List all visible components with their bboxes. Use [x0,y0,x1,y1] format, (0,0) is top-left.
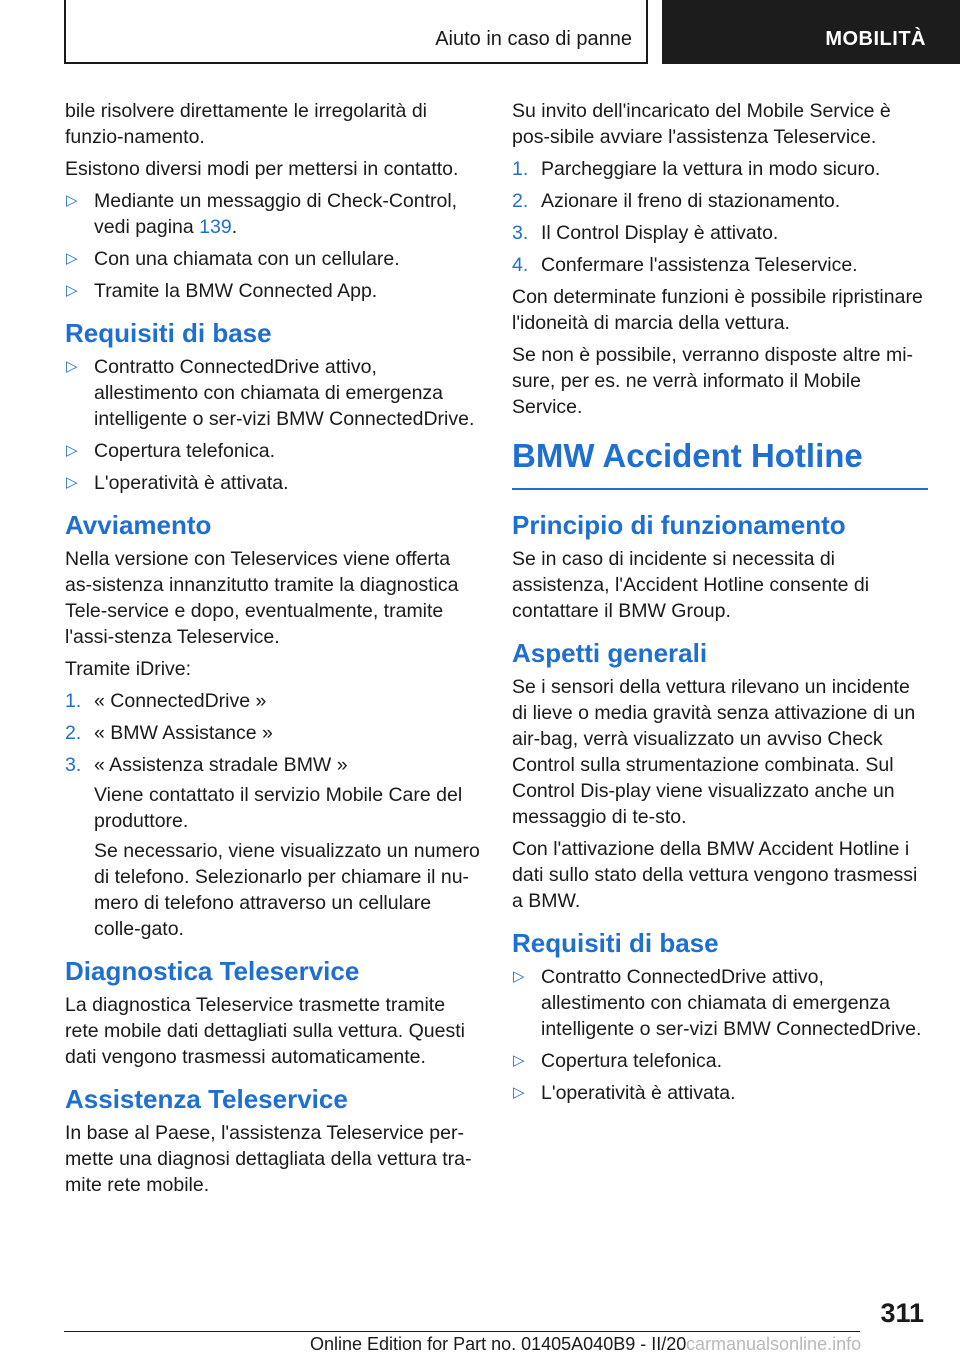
step-item [65,688,481,714]
paragraph: Con determinate funzioni è possibile ripristinare l'idoneità di marcia della vettura. [512,286,923,334]
header-section-box [64,0,648,64]
step-text: Azionare il freno di stazionamento. [541,190,841,212]
requirements-list [65,354,481,496]
step-number: 2. [65,722,82,744]
list-item-text: Contratto ConnectedDrive attivo, allestimento con chiamata di emergenza intelligente o ser-vizi BMW ConnectedDrive. [541,966,922,1040]
paragraph: Se in caso di incidente si necessita di assistenza, l'Accident Hotline consente di contattare il BMW Group. [512,548,870,622]
step-text: « ConnectedDrive » [94,690,267,712]
step-number: 4. [512,254,529,276]
header-chapter-box [662,0,960,64]
triangle-bullet-icon: ▷ [66,358,78,375]
page-header [0,0,960,66]
triangle-bullet-icon: ▷ [513,1052,525,1069]
list-item [65,354,481,432]
page-link[interactable]: 139 [199,216,232,238]
step-text: « Assistenza stradale BMW » [94,754,348,776]
section-heading: Avviamento [65,510,212,540]
step-number: 2. [512,190,529,212]
footer-divider [64,1331,860,1332]
step-text: « BMW Assistance » [94,722,273,744]
triangle-bullet-icon: ▷ [66,442,78,459]
section-heading: Principio di funzionamento [512,510,846,540]
step-number: 1. [512,158,529,180]
step-number: 1. [65,690,82,712]
triangle-bullet-icon: ▷ [66,474,78,491]
step-text: Confermare l'assistenza Teleservice. [541,254,858,276]
paragraph: Se i sensori della vettura rilevano un incidente di lieve o media gravità senza attivazione di un air-bag, verrà visualizzato un avviso Check Control sulla strumentazione combinata. Sul Control Dis-play viene visualizzato anche un messaggio di te-sto. [512,676,916,828]
left-column [65,98,481,1204]
triangle-bullet-icon: ▷ [66,282,78,299]
paragraph: Se non è possibile, verranno disposte altre mi-sure, per es. ne verrà informato il Mobile Service. [512,344,914,418]
paragraph: Esistono diversi modi per mettersi in contatto. [65,158,459,180]
list-item [65,278,481,304]
step-number: 3. [512,222,529,244]
step-number: 3. [65,754,82,776]
list-item [512,1048,928,1074]
step-text: Il Control Display è attivato. [541,222,779,244]
step-subtext: Viene contattato il servizio Mobile Care del produttore. [94,784,463,832]
right-column [512,98,928,1112]
section-heading: Diagnostica Teleservice [65,956,360,986]
paragraph: In base al Paese, l'assistenza Teleservice per-mette una diagnosi dettagliata della vettura tra-mite rete mobile. [65,1122,472,1196]
list-item [65,246,481,272]
step-item [512,252,928,278]
paragraph: Con l'attivazione della BMW Accident Hotline i dati sullo stato della vettura vengono trasmessi a BMW. [512,838,918,912]
triangle-bullet-icon: ▷ [513,1084,525,1101]
step-item [65,752,481,942]
paragraph: Nella versione con Teleservices viene offerta as-sistenza innanzitutto tramite la diagnostica Tele-service e dopo, eventualmente, tramite l'assi-stenza Teleservice. [65,548,459,648]
list-item [512,1080,928,1106]
list-item-text: Mediante un messaggio di Check-Control, vedi pagina [94,190,458,238]
list-item-text: L'operatività è attivata. [94,472,289,494]
section-heading: Requisiti di base [512,928,719,958]
triangle-bullet-icon: ▷ [66,250,78,267]
step-item [512,188,928,214]
paragraph: Tramite iDrive: [65,658,192,680]
step-text: Parcheggiare la vettura in modo sicuro. [541,158,881,180]
list-item [65,438,481,464]
chapter-heading: BMW Accident Hotline [512,434,928,490]
paragraph: bile risolvere direttamente le irregolarità di funzio-namento. [65,100,427,148]
step-item [65,720,481,746]
footer-edition: Online Edition for Part no. 01405A040B9 - II/20 [310,1334,687,1354]
teleservice-steps [512,156,928,278]
list-item-tail: . [231,216,238,238]
step-subtext: Se necessario, viene visualizzato un numero di telefono. Selezionarlo per chiamare il nu-mero di telefono attraverso un cellulare colle-gato. [94,840,480,940]
list-item-text: L'operatività è attivata. [541,1082,736,1104]
list-item [512,964,928,1042]
contact-list [65,188,481,304]
list-item-text: Copertura telefonica. [94,440,276,462]
section-heading: Requisiti di base [65,318,272,348]
page-number: 311 [880,1298,924,1328]
list-item-text: Copertura telefonica. [541,1050,723,1072]
footer-watermark: carmanualsonline.info [686,1334,862,1354]
list-item-text: Tramite la BMW Connected App. [94,280,378,302]
requirements-list [512,964,928,1106]
idrive-steps [65,688,481,942]
triangle-bullet-icon: ▷ [513,968,525,985]
list-item [65,188,481,240]
triangle-bullet-icon: ▷ [66,192,78,209]
list-item-text: Contratto ConnectedDrive attivo, allestimento con chiamata di emergenza intelligente o ser-vizi BMW ConnectedDrive. [94,356,475,430]
paragraph: La diagnostica Teleservice trasmette tramite rete mobile dati dettagliati sulla vettura. Questi dati vengono trasmessi automaticamente. [65,994,465,1068]
section-heading: Aspetti generali [512,638,708,668]
list-item [65,470,481,496]
paragraph: Su invito dell'incaricato del Mobile Service è pos-sibile avviare l'assistenza Teleservice. [512,100,891,148]
section-heading: Assistenza Teleservice [65,1084,348,1114]
header-section-title: Aiuto in caso di panne [435,28,632,50]
step-item [512,156,928,182]
step-item [512,220,928,246]
list-item-text: Con una chiamata con un cellulare. [94,248,400,270]
header-chapter-title: MOBILITÀ [825,28,926,50]
